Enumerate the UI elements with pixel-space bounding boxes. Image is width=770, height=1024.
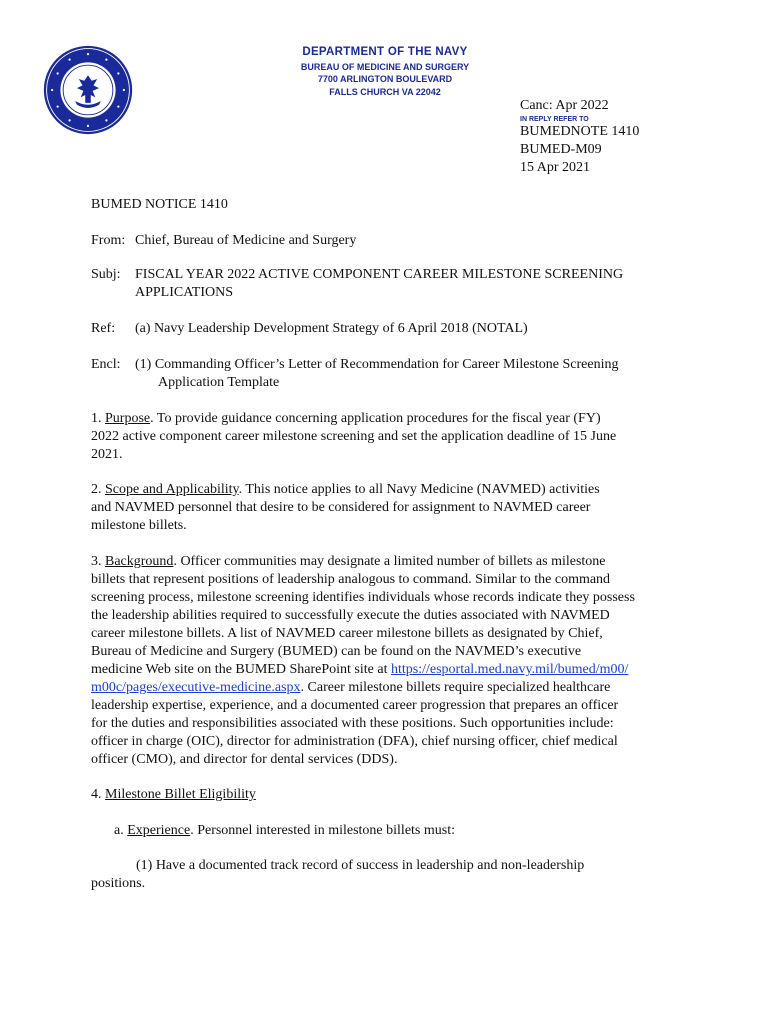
background-line-4: the leadership abilities required to successfully execute the duties associated with NAVMED [91,608,610,623]
in-reply-refer-to: IN REPLY REFER TO [520,116,589,123]
background-line-3: screening process, milestone screening identifies individuals whose records indicate they possess [91,590,635,605]
originator-code: BUMED-M09 [520,142,602,157]
letterhead-bureau: BUREAU OF MEDICINE AND SURGERY [300,62,470,72]
background-line-1: 3. Background. Officer communities may designate a limited number of billets as milestone [91,554,606,569]
background-line-7: medicine Web site on the BUMED SharePoint site at https://esportal.med.navy.mil/bumed/m00/ [91,662,629,677]
subj-line-2: APPLICATIONS [135,285,234,300]
background-line-5: career milestone billets. A list of NAVMED career milestone billets as designated by Chief, [91,626,603,641]
background-heading: Background [105,554,174,569]
background-line-6: Bureau of Medicine and Surgery (BUMED) can be found on the NAVMED’s executive [91,644,582,659]
encl-line-1: (1) Commanding Officer’s Letter of Recommendation for Career Milestone Screening [135,357,619,372]
experience-heading: Experience [127,823,191,838]
letterhead-city: FALLS CHURCH VA 22042 [329,87,441,97]
background-line-10: for the duties and responsibilities associated with these positions. Such opportunities include: [91,716,614,731]
background-line-12: officer (CMO), and director for dental services (DDS). [91,752,398,767]
scope-heading: Scope and Applicability [105,482,239,497]
ref-text: (a) Navy Leadership Development Strategy of 6 April 2018 (NOTAL) [135,321,528,336]
background-line-11: officer in charge (OIC), director for administration (DFA), chief nursing officer, chief medical [91,734,618,749]
letterhead-street: 7700 ARLINGTON BOULEVARD [317,74,453,84]
requirement-1-line-2: positions. [91,876,146,891]
requirement-1-line-1: (1) Have a documented track record of success in leadership and non-leadership [136,858,585,873]
experience-line: a. Experience. Personnel interested in milestone billets must: [114,823,455,838]
background-line-2: billets that represent positions of leadership analogous to command. Similar to the command [91,572,611,587]
encl-line-2: Application Template [158,375,280,390]
purpose-line-3: 2021. [91,447,123,462]
encl-label: Encl: [91,357,121,372]
from-label: From: [91,233,126,248]
executive-medicine-link-part-2[interactable]: m00c/pages/executive-medicine.aspx [91,680,301,695]
notice-date: 15 Apr 2021 [520,160,590,175]
subj-label: Subj: [91,267,121,282]
department-of-defense-seal [42,44,134,136]
ref-label: Ref: [91,321,116,336]
scope-line-3: milestone billets. [91,518,187,533]
scope-line-2: and NAVMED personnel that desire to be considered for assignment to NAVMED career [91,500,591,515]
purpose-line-1: 1. Purpose. To provide guidance concerning application procedures for the fiscal year (FY) [91,411,601,426]
executive-medicine-link-part-1[interactable]: https://esportal.med.navy.mil/bumed/m00/ [390,662,629,677]
purpose-line-2: 2022 active component career milestone screening and set the application deadline of 15 June [91,429,617,444]
notice-title: BUMED NOTICE 1410 [91,197,228,212]
purpose-heading: Purpose [105,411,151,426]
background-line-9: leadership expertise, experience, and a documented career progression that prepares an officer [91,698,619,713]
eligibility-heading: Milestone Billet Eligibility [105,787,256,802]
scope-line-1: 2. Scope and Applicability. This notice applies to all Navy Medicine (NAVMED) activities [91,482,600,497]
background-line-8: m00c/pages/executive-medicine.aspx. Career milestone billets require specialized healthcare [91,680,611,695]
eligibility-heading-line: 4. Milestone Billet Eligibility [91,787,256,802]
cancellation-date: Canc: Apr 2022 [520,98,609,113]
notice-number: BUMEDNOTE 1410 [520,124,640,139]
subj-line-1: FISCAL YEAR 2022 ACTIVE COMPONENT CAREER MILESTONE SCREENING [135,267,624,282]
letterhead-department: DEPARTMENT OF THE NAVY [302,46,468,58]
from-text: Chief, Bureau of Medicine and Surgery [135,233,357,248]
